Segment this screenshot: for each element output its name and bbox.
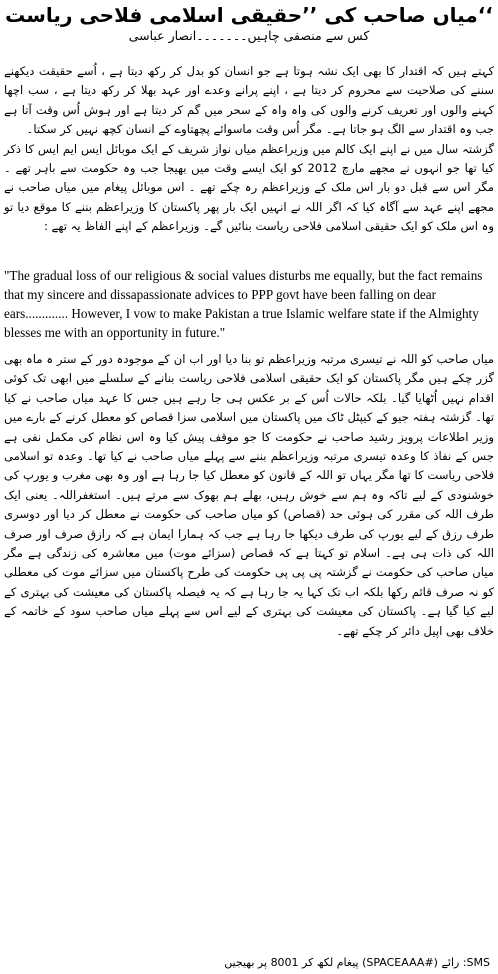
intro-paragraphs	[4, 62, 494, 237]
english-quote-block	[4, 266, 494, 342]
body-text	[4, 350, 494, 641]
intro-paragraph: کہتے ہیں کہ اقتدار کا بھی ایک نشہ ہوتا ہے جو انسان کو بدل کر رکھ دیتا ہے ، اُسے حقیقت دیکھنے سننے کی صلاحیت سے محروم کر دیتا ہے ، اپنے پرانے وعدے اور عہد بھلا کر رکھ دیتا ہے ، سب اچھا کہنے والوں اور تعریف کرنے والوں کی واہ واہ کے سحر میں گم کر دیتا ہے اور ہوش اُس وقت آتا ہے جب وہ اقتدار سے الگ ہو جاتا ہے۔ مگر اُس وقت ماسوائے پچھتاوے کے انسان کچھ نہیں کر سکتا۔	[4, 64, 494, 137]
intro-text	[4, 62, 494, 237]
body-paragraphs	[4, 350, 494, 641]
column-headline: میاں صاحب کی ’’حقیقی اسلامی فلاحی ریاست‘‘	[5, 3, 493, 27]
body-paragraph: میاں صاحب کو اللہ نے تیسری مرتبہ وزیراعظم تو بنا دیا اور اب ان کے موجودہ دور کے ستر ہ ماہ بھی گزر چکے ہیں مگر پاکستان کو ایک حقیقی اسلامی فلاحی ریاست بنانے کے سلسلے میں ابھی تک کوئی اقدام نہیں اُٹھایا گیا۔ بلکہ حالات اُس کے بر عکس ہی جا رہے ہیں جس کا عہد میاں صاحب نے کیا تھا۔ گزشتہ ہفتہ جیو کے کیپٹل ٹاک میں پاکستان میں اسلامی سزا قصاص کو معطل کرنے کے بارے میں وزیر اطلاعات پرویز رشید صاحب نے حکومت کا جو موقف پیش کیا وہ اس نظام کی مکمل نفی ہے جس کے نفاذ کا وعدہ تیسری مرتبہ وزیراعظم بننے سے پہلے میاں صاحب نے کیا تھا۔ وعدہ تو اسلامی فلاحی ریاست کا تھا مگر یہاں تو اللہ کے قانون کو معطل کیا جا رہا ہے اور وہ بھی مغرب و یورپ کی خوشنودی کے لیے تاکہ وہ ہم سے خوش رہیں، بھلے ہم بھوک سے مرتے ہیں۔ استغفراللہ۔ یعنی ایک طرف اللہ کی مقرر کی ہوئی حد (قصاص) کو میاں صاحب کی حکومت نے معطل کر دیا اور دوسری طرف رزق کے لیے یورپ کی طرف دیکھا جا رہا ہے جب کہ ہمارا ایمان ہے کہ رازق صرف اور صرف اللہ کی ذات ہی ہے۔ اسلام تو کہتا ہے کہ قصاص (سزائے موت) میں معاشرہ کی زندگی ہے مگر میاں صاحب کی حکومت نے گزشتہ پی پی پی حکومت کی طرح پاکستان میں سزائے موت کی معطلی کو نہ صرف قائم رکھا بلکہ اب تک کہا یہ جا رہا ہے کہ یہ فیصلہ پاکستان کی معیشت کی بہتری کے لیے کیا گیا ہے۔ پاکستان کی معیشت کی بہتری کے لیے اس سے پہلے میاں صاحب سود کے خاتمہ کے خلاف بھی اپیل دائر کر چکے تھے۔	[4, 352, 494, 638]
intro-paragraph: گزشتہ سال میں نے اپنے ایک کالم میں وزیراعظم میاں نواز شریف کے ایک موبائل ایس ایم ایس کا ذکر کیا تھا جو انہوں نے مجھے مارچ 2012 کو ایک ایسے وقت میں بھیجا جب وہ حکومت سے باہر تھے ۔ مگر اس سے قبل دو بار اس ملک کے وزیراعظم رہ چکے تھے ۔ اس موبائل پیغام میں میاں صاحب نے مجھے اپنے عہد سے آگاہ کیا کہ اگر اللہ نے انہیں ایک بار پھر پاکستان کا وزیراعظم بننے کا موقع دیا تو وہ اس ملک کو ایک حقیقی اسلامی فلاحی ریاست بنائیں گے۔ وزیراعظم کے اپنے الفاظ یہ تھے :	[4, 141, 494, 234]
english-quote: "The gradual loss of our religious & social values disturbs me equally, but the fact remains that my sincere and dissapassionate advices to PPP govt have been falling on dear ears............. However, I vow to make Pakistan a true Islamic welfare state if the Almighty blesses me with an opportunity in future."	[4, 268, 483, 340]
column-subtitle: کس سے منصفی چاہیں۔۔۔۔۔۔۔انصار عباسی	[128, 28, 370, 43]
sms-feedback-line: SMS: رائے (#SPACEAAA) پیغام لکھ کر 8001 پر بھیجیں	[224, 956, 490, 969]
